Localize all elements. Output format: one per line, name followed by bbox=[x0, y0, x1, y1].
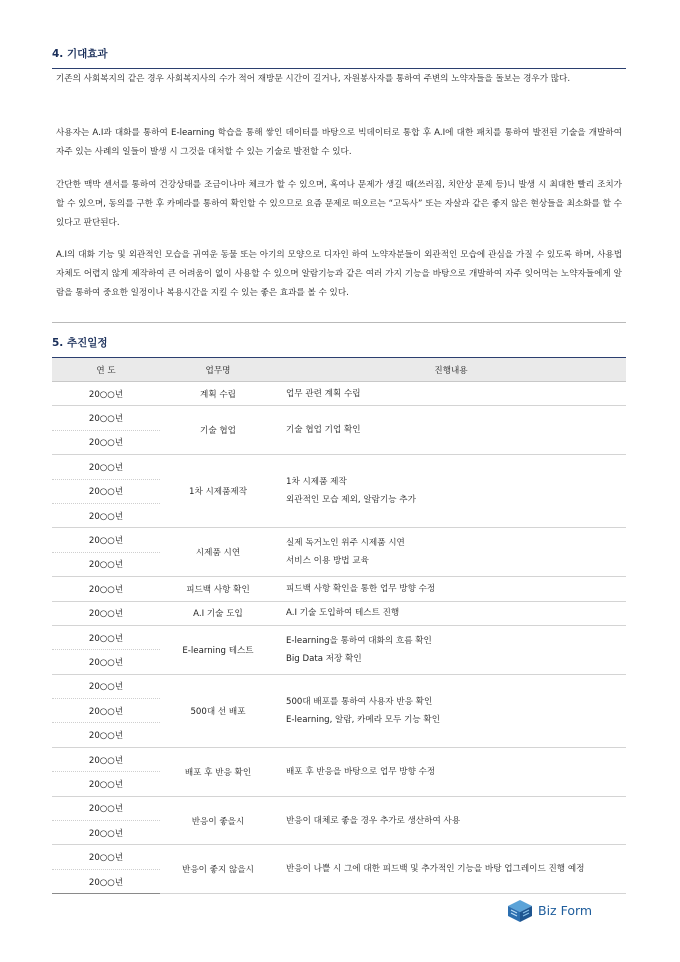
description-cell bbox=[276, 747, 626, 796]
year-cell: 20○○년 bbox=[52, 479, 160, 503]
schedule-header-row bbox=[52, 358, 626, 382]
year-cell: 20○○년 bbox=[52, 406, 160, 430]
description-line: 피드백 사항 확인을 통한 업무 방향 수정 bbox=[286, 583, 436, 594]
task-cell: A.I 기술 도입 bbox=[160, 601, 276, 625]
description-cell bbox=[276, 625, 626, 674]
description-line: 배포 후 반응을 바탕으로 업무 방향 수정 bbox=[286, 766, 436, 777]
year-cell: 20○○년 bbox=[52, 796, 160, 820]
schedule-row bbox=[52, 674, 626, 698]
schedule-row bbox=[52, 577, 626, 601]
biz-form-logo bbox=[506, 897, 592, 923]
paragraph-1: 기존의 사회복지의 같은 경우 사회복지사의 수가 적어 재방문 시간이 길거나, 자원봉사자를 통하여 주변의 노약자들을 돌보는 경우가 많다. bbox=[56, 74, 571, 84]
schedule-row bbox=[52, 406, 626, 430]
year-cell: 20○○년 bbox=[52, 821, 160, 845]
year-cell: 20○○년 bbox=[52, 503, 160, 527]
description-line: 외관적인 모습 제외, 알람기능 추가 bbox=[286, 495, 416, 506]
schedule-row bbox=[52, 747, 626, 771]
year-cell: 20○○년 bbox=[52, 430, 160, 454]
schedule-table bbox=[52, 357, 626, 894]
year-cell: 20○○년 bbox=[52, 382, 160, 406]
year-cell: 20○○년 bbox=[52, 577, 160, 601]
header-description: 진행내용 bbox=[276, 358, 626, 382]
paragraph-4: A.I의 대화 기능 및 외관적인 모습을 귀여운 동물 또는 아기의 모양으로 디자인 하여 노약자분들이 외관적인 모습에 관심을 가질 수 있도록 하며, 사용법 자체도 어렵지 않게 제작하여 큰 어려움이 없이 사용할 수 있으며 알람기능과 같은 여러 가지 기능을 바탕으로 개발하여 자주 잊어먹는 노약자들에게 알람을 통하여 중요한 일정이나 복용시간을 지킬 수 있는 좋은 효과를 볼 수 있다. bbox=[56, 250, 622, 298]
description-line: 실제 독거노인 위주 시제품 시연 bbox=[286, 538, 405, 549]
description-line: 기술 협업 기업 확인 bbox=[286, 425, 361, 436]
description-line: 업무 관련 계획 수립 bbox=[286, 388, 361, 399]
year-cell: 20○○년 bbox=[52, 747, 160, 771]
year-cell: 20○○년 bbox=[52, 601, 160, 625]
task-cell: 피드백 사항 확인 bbox=[160, 577, 276, 601]
section-4-top-rule bbox=[52, 68, 626, 69]
description-cell bbox=[276, 601, 626, 625]
task-cell: 반응이 좋을시 bbox=[160, 796, 276, 845]
description-line: 1차 시제품 제작 bbox=[286, 477, 347, 488]
task-cell: 시제품 시연 bbox=[160, 528, 276, 577]
paragraph-3: 간단한 맥박 센서를 통하여 건강상태를 조금이나마 체크가 할 수 있으며, 혹여나 문제가 생길 때(쓰러짐, 치안상 문제 등)니 발생 시 최대한 빨리 조치가 할 수 있으며, 동의를 구한 후 카메라를 통하여 확인할 수 있으므로 요즘 문제로 떠오르는 “고독사” 또는 자살과 같은 좋지 않은 현상들을 최소화를 할 수 있다고 판단된다. bbox=[56, 180, 622, 228]
schedule-body bbox=[52, 382, 626, 894]
task-cell: 기술 협업 bbox=[160, 406, 276, 455]
description-line: 반응이 대체로 좋을 경우 추가로 생산하여 사용 bbox=[286, 815, 461, 826]
description-cell bbox=[276, 674, 626, 747]
header-year: 연 도 bbox=[52, 358, 160, 382]
description-line: 서비스 이용 방법 교육 bbox=[286, 556, 369, 567]
paragraph-2: 사용자는 A.I과 대화를 통하여 E-learning 학습을 통해 쌓인 데이터를 바탕으로 빅데이터로 통합 후 A.I에 대한 패치를 통하여 발전된 기술을 개발하여 자주 있는 사례의 일들이 발생 시 그것을 대처할 수 있는 기술로 발전할 수 있다. bbox=[56, 128, 622, 157]
year-cell: 20○○년 bbox=[52, 528, 160, 552]
task-cell: 500대 선 배포 bbox=[160, 674, 276, 747]
schedule-row bbox=[52, 455, 626, 479]
schedule-row bbox=[52, 528, 626, 552]
year-cell: 20○○년 bbox=[52, 650, 160, 674]
description-cell bbox=[276, 455, 626, 528]
schedule-row bbox=[52, 601, 626, 625]
task-cell: 배포 후 반응 확인 bbox=[160, 747, 276, 796]
year-cell: 20○○년 bbox=[52, 455, 160, 479]
description-cell bbox=[276, 528, 626, 577]
section-4-title: 4. 기대효과 bbox=[52, 48, 108, 60]
year-cell: 20○○년 bbox=[52, 625, 160, 649]
year-cell: 20○○년 bbox=[52, 772, 160, 796]
year-cell: 20○○년 bbox=[52, 674, 160, 698]
building-logo-icon bbox=[506, 897, 534, 923]
year-cell: 20○○년 bbox=[52, 845, 160, 869]
header-task: 업무명 bbox=[160, 358, 276, 382]
description-cell bbox=[276, 577, 626, 601]
description-line: A.I 기술 도입하여 테스트 진행 bbox=[286, 608, 400, 619]
task-cell: 1차 시제품제작 bbox=[160, 455, 276, 528]
year-cell: 20○○년 bbox=[52, 552, 160, 576]
schedule-row bbox=[52, 625, 626, 649]
section-4-bottom-rule bbox=[52, 322, 626, 323]
task-cell: E-learning 테스트 bbox=[160, 625, 276, 674]
description-cell bbox=[276, 406, 626, 455]
task-cell: 계획 수립 bbox=[160, 382, 276, 406]
year-cell: 20○○년 bbox=[52, 699, 160, 723]
year-cell: 20○○년 bbox=[52, 723, 160, 747]
task-cell: 반응이 좋지 않을시 bbox=[160, 845, 276, 894]
schedule-row bbox=[52, 382, 626, 406]
description-line: 500대 배포를 통하여 사용자 반응 확인 bbox=[286, 696, 433, 707]
description-cell bbox=[276, 796, 626, 845]
schedule-row bbox=[52, 796, 626, 820]
description-cell bbox=[276, 845, 626, 894]
description-line: Big Data 저장 확인 bbox=[286, 653, 362, 664]
schedule-row bbox=[52, 845, 626, 869]
year-cell: 20○○년 bbox=[52, 869, 160, 893]
description-line: E-learning을 통하여 대화의 흐름 확인 bbox=[286, 635, 432, 646]
section-5-title: 5. 추진일정 bbox=[52, 337, 108, 349]
description-line: 반응이 나쁠 시 그에 대한 피드백 및 추가적인 기능을 바탕 업그레이드 진행 예정 bbox=[286, 864, 585, 875]
description-line: E-learning, 알람, 카메라 모두 기능 확인 bbox=[286, 714, 441, 725]
logo-text: Biz Form bbox=[538, 902, 593, 918]
description-cell bbox=[276, 382, 626, 406]
